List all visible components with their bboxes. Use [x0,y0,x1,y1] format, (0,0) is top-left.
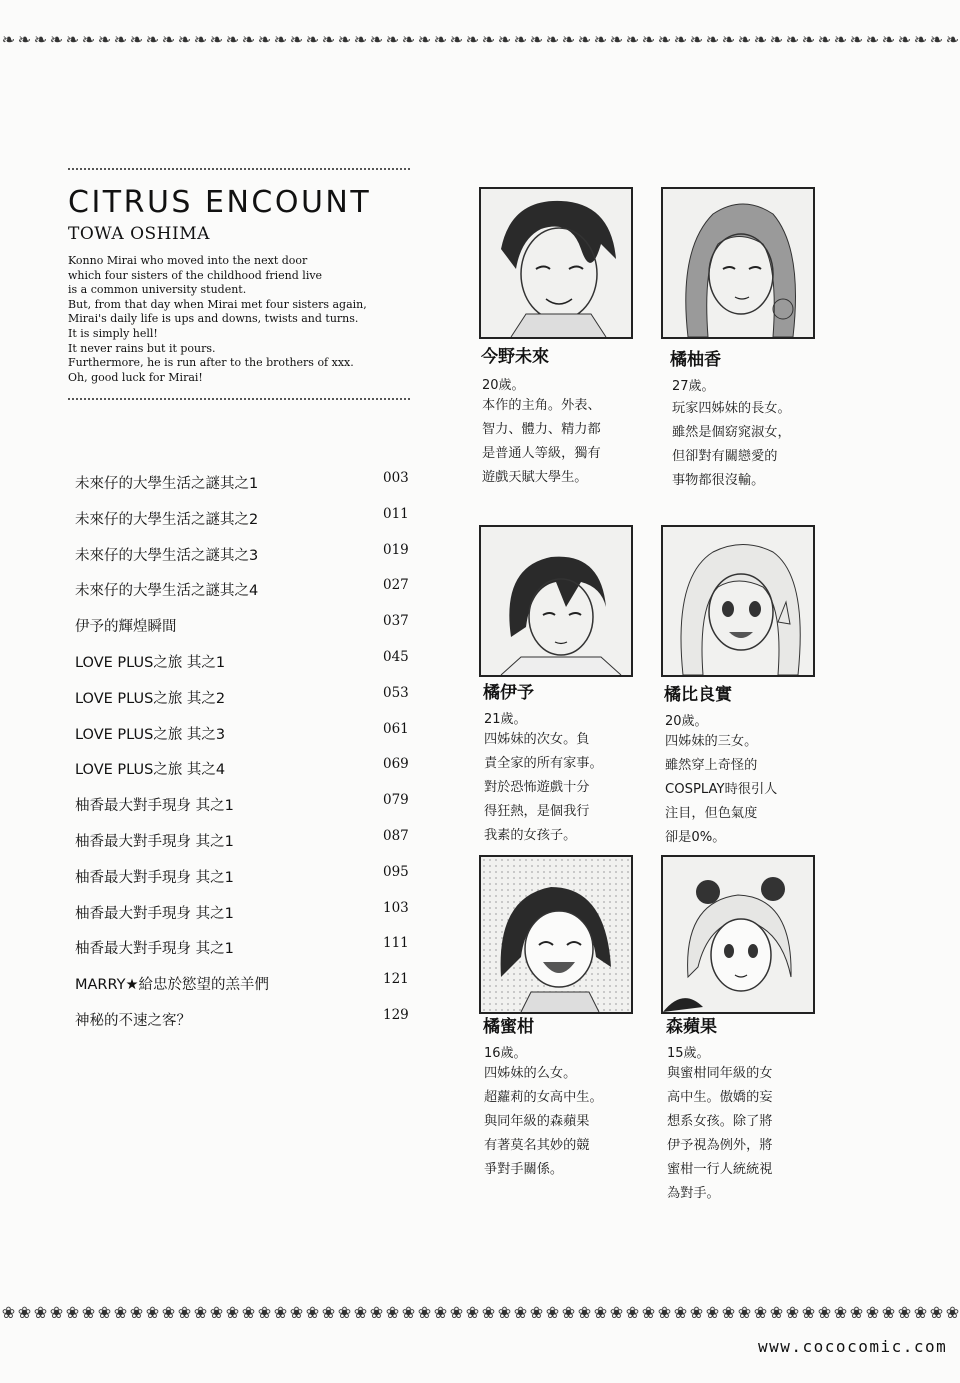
character-name: 今野未來 [481,347,549,367]
ornament-glyph: ❧ [465,30,479,49]
toc-entry[interactable] [75,575,415,611]
bottom-decorative-border [0,1303,960,1327]
character-age: 21歲。 [484,712,527,727]
portrait-konno-mirai [479,187,633,339]
ornament-glyph: ❧ [305,30,319,49]
toc-entry[interactable] [75,933,415,969]
toc-title: 柚香最大對手現身 其之1 [75,869,234,886]
toc-entry[interactable] [75,969,415,1005]
ornament-glyph: ❀ [625,1303,639,1322]
ornament-glyph: ❧ [817,30,831,49]
ornament-glyph: ❀ [897,1303,911,1322]
ornament-glyph: ❀ [929,1303,943,1322]
ornament-glyph: ❧ [241,30,255,49]
description-line: 玩家四姊妹的長女。 [672,401,791,416]
ornament-glyph: ❀ [481,1303,495,1322]
ornament-glyph: ❀ [641,1303,655,1322]
ornament-glyph: ❧ [225,30,239,49]
ornament-glyph: ❧ [417,30,431,49]
ornament-glyph: ❧ [881,30,895,49]
character-name: 森蘋果 [666,1017,717,1037]
description-line: 我素的女孩子。 [484,828,577,843]
description-line: 智力、體力、精力都 [482,422,601,437]
synopsis-line: Oh, good luck for Mirai! [68,370,203,384]
ornament-glyph: ❧ [49,30,63,49]
toc-page: 121 [383,971,409,988]
character-description [484,1062,603,1182]
character-age: 27歲。 [672,379,715,394]
toc-page: 027 [383,577,409,594]
table-of-contents [75,468,415,1041]
toc-entry[interactable] [75,754,415,790]
description-line: 雖然是個窈窕淑女， [672,425,791,440]
ornament-glyph: ❧ [705,30,719,49]
ornament-glyph: ❧ [769,30,783,49]
ornament-glyph: ❧ [849,30,863,49]
toc-title: LOVE PLUS之旅 其之3 [75,726,226,743]
ornament-glyph: ❀ [433,1303,447,1322]
ornament-glyph: ❧ [481,30,495,49]
synopsis-line: is a common university student. [68,283,247,297]
description-line: 事物都很沒輸。 [672,473,765,488]
description-line: 四姊妹的么女。 [484,1066,577,1081]
ornament-glyph: ❀ [881,1303,895,1322]
ornament-glyph: ❧ [929,30,943,49]
ornament-glyph: ❧ [97,30,111,49]
ornament-glyph: ❀ [305,1303,319,1322]
toc-entry[interactable] [75,611,415,647]
ornament-glyph: ❀ [737,1303,751,1322]
portrait-tachibana-hirami [661,525,815,677]
ornament-glyph: ❧ [865,30,879,49]
ornament-glyph: ❀ [257,1303,271,1322]
toc-title: 未來仔的大學生活之謎其之1 [75,476,259,492]
ornament-glyph: ❧ [385,30,399,49]
description-line: 超蘿莉的女高中生。 [484,1090,603,1105]
description-line: 對於恐怖遊戲十分 [484,780,590,795]
toc-title: 柚香最大對手現身 其之1 [75,941,234,958]
toc-title: LOVE PLUS之旅 其之2 [75,690,226,707]
ornament-glyph: ❧ [449,30,463,49]
toc-title: 未來仔的大學生活之謎其之3 [75,547,259,564]
description-line: 爭對手關係。 [484,1162,564,1177]
ornament-glyph: ❀ [705,1303,719,1322]
synopsis-line: Konno Mirai who moved into the next door [68,254,308,267]
toc-page: 061 [383,720,409,737]
ornament-glyph: ❀ [865,1303,879,1322]
ornament-glyph: ❧ [337,30,351,49]
portrait-mori-ringo [661,855,815,1014]
toc-entry[interactable] [75,540,415,576]
description-line: 想系女孩。除了將 [667,1114,773,1129]
ornament-glyph: ❀ [497,1303,511,1322]
toc-page: 111 [383,935,409,952]
toc-title: 柚香最大對手現身 其之1 [75,798,234,815]
ornament-glyph: ❧ [625,30,639,49]
ornament-glyph: ❀ [209,1303,223,1322]
ornament-glyph: ❧ [673,30,687,49]
ornament-glyph: ❀ [321,1303,335,1322]
ornament-glyph: ❧ [209,30,223,49]
character-age: 20歲。 [482,378,525,393]
character-description [482,394,601,490]
toc-page: 129 [383,1006,409,1023]
ornament-glyph: ❀ [449,1303,463,1322]
ornament-glyph: ❀ [849,1303,863,1322]
ornament-glyph: ❀ [177,1303,191,1322]
ornament-glyph: ❧ [33,30,47,49]
ornament-glyph: ❀ [193,1303,207,1322]
toc-page: 019 [383,541,409,558]
ornament-glyph: ❀ [337,1303,351,1322]
ornament-glyph: ❧ [17,30,31,49]
ornament-glyph: ❀ [913,1303,927,1322]
description-line: 是普通人等級，獨有 [482,446,601,461]
description-line: 有著莫名其妙的競 [484,1138,590,1153]
synopsis [68,254,413,385]
ornament-glyph: ❧ [433,30,447,49]
ornament-glyph: ❧ [657,30,671,49]
ornament-glyph: ❀ [593,1303,607,1322]
ornament-glyph: ❀ [33,1303,47,1322]
ornament-glyph: ❀ [1,1303,15,1322]
ornament-glyph: ❀ [545,1303,559,1322]
toc-page: 103 [383,899,409,916]
ornament-glyph: ❧ [593,30,607,49]
divider-bottom [68,398,410,400]
toc-title: 神秘的不速之客？ [75,1012,191,1029]
ornament-glyph: ❀ [609,1303,623,1322]
ornament-glyph: ❀ [97,1303,111,1322]
ornament-glyph: ❀ [65,1303,79,1322]
ornament-glyph: ❀ [225,1303,239,1322]
ornament-glyph: ❧ [641,30,655,49]
ornament-glyph: ❧ [497,30,511,49]
ornament-glyph: ❀ [753,1303,767,1322]
toc-entry[interactable] [75,683,415,719]
toc-entry[interactable] [75,826,415,862]
toc-title: 伊予的輝煌瞬間 [75,619,177,636]
ornament-glyph: ❀ [721,1303,735,1322]
toc-page: 045 [383,648,409,665]
ornament-glyph: ❀ [385,1303,399,1322]
ornament-glyph: ❧ [129,30,143,49]
ornament-glyph: ❀ [657,1303,671,1322]
toc-entry[interactable] [75,862,415,898]
ornament-glyph: ❀ [801,1303,815,1322]
ornament-glyph: ❀ [49,1303,63,1322]
ornament-glyph: ❧ [689,30,703,49]
toc-page: 003 [383,470,409,486]
toc-page: 079 [383,792,409,809]
synopsis-line: Mirai's daily life is ups and downs, twists and turns. [68,312,359,326]
footer-url[interactable]: www.cococomic.com [758,1337,948,1356]
character-name: 橘比良實 [664,685,732,705]
ornament-glyph: ❀ [129,1303,143,1322]
toc-entry[interactable] [75,468,415,504]
description-line: 四姊妹的次女。負 [484,732,590,747]
toc-page: 011 [383,505,409,522]
ornament-glyph: ❀ [161,1303,175,1322]
portrait-tachibana-mikan [479,855,633,1014]
ornament-glyph: ❧ [273,30,287,49]
synopsis-line: It is simply hell! [68,326,158,340]
description-line: 蜜柑一行人統統視 [667,1162,773,1177]
ornament-glyph: ❀ [817,1303,831,1322]
author-name: TOWA OSHIMA [68,224,210,244]
description-line: 與蜜柑同年級的女 [667,1066,773,1081]
description-line: COSPLAY時很引人 [665,782,778,797]
ornament-glyph: ❀ [17,1303,31,1322]
character-age: 16歲。 [484,1046,527,1061]
ornament-glyph: ❧ [257,30,271,49]
description-line: 為對手。 [667,1186,720,1201]
character-description [667,1062,773,1206]
ornament-glyph: ❧ [81,30,95,49]
description-line: 四姊妹的三女。 [665,734,758,749]
character-name: 橘伊予 [483,683,534,703]
ornament-glyph: ❀ [273,1303,287,1322]
ornament-glyph: ❀ [513,1303,527,1322]
synopsis-line: which four sisters of the childhood friend live [68,268,323,282]
ornament-glyph: ❀ [81,1303,95,1322]
ornament-glyph: ❧ [193,30,207,49]
ornament-glyph: ❧ [161,30,175,49]
ornament-glyph: ❧ [545,30,559,49]
description-line: 卻是0%。 [665,830,726,845]
ornament-glyph: ❧ [737,30,751,49]
ornament-glyph: ❀ [785,1303,799,1322]
toc-page: 087 [383,827,409,844]
ornament-glyph: ❀ [369,1303,383,1322]
ornament-glyph: ❀ [145,1303,159,1322]
divider-top [68,168,410,170]
ornament-glyph: ❧ [913,30,927,49]
ornament-glyph: ❀ [689,1303,703,1322]
toc-page: 053 [383,684,409,701]
ornament-glyph: ❧ [401,30,415,49]
toc-entry[interactable] [75,719,415,755]
character-age: 20歲。 [665,714,708,729]
ornament-glyph: ❧ [353,30,367,49]
ornament-glyph: ❧ [289,30,303,49]
description-line: 責全家的所有家事。 [484,756,603,771]
character-description [665,730,777,850]
ornament-glyph: ❀ [353,1303,367,1322]
ornament-glyph: ❀ [113,1303,127,1322]
ornament-glyph: ❧ [833,30,847,49]
ornament-glyph: ❧ [609,30,623,49]
toc-page: 069 [383,756,409,773]
portrait-tachibana-iyo [479,525,633,677]
character-age: 15歲。 [667,1046,710,1061]
ornament-glyph: ❧ [945,30,959,49]
ornament-glyph: ❧ [145,30,159,49]
description-line: 遊戲天賦大學生。 [482,470,588,485]
description-line: 注目，但色氣度 [665,806,758,821]
ornament-glyph: ❧ [897,30,911,49]
toc-page: 037 [383,613,409,630]
ornament-glyph: ❀ [561,1303,575,1322]
toc-title: 柚香最大對手現身 其之1 [75,905,234,922]
description-line: 高中生。傲嬌的妄 [667,1090,773,1105]
ornament-glyph: ❧ [529,30,543,49]
toc-entry[interactable] [75,898,415,934]
character-name: 橘蜜柑 [483,1017,534,1037]
synopsis-line: It never rains but it pours. [68,341,216,355]
ornament-glyph: ❀ [945,1303,959,1322]
toc-title: LOVE PLUS之旅 其之4 [75,762,226,779]
ornament-glyph: ❧ [321,30,335,49]
toc-entry[interactable] [75,790,415,826]
ornament-glyph: ❀ [673,1303,687,1322]
toc-title: 未來仔的大學生活之謎其之2 [75,511,259,528]
ornament-glyph: ❧ [577,30,591,49]
ornament-glyph: ❀ [769,1303,783,1322]
top-decorative-border [0,30,960,54]
portrait-tachibana-yuzuka [661,187,815,339]
toc-title: MARRY★給忠於慾望的羔羊們 [75,977,270,994]
toc-entry[interactable] [75,647,415,683]
ornament-glyph: ❀ [417,1303,431,1322]
toc-entry[interactable] [75,1005,415,1041]
character-name: 橘柚香 [670,350,721,370]
ornament-glyph: ❀ [401,1303,415,1322]
toc-page: 095 [383,863,409,880]
description-line: 伊予視為例外，將 [667,1138,773,1153]
ornament-glyph: ❧ [801,30,815,49]
description-line: 但卻對有關戀愛的 [672,449,778,464]
description-line: 與同年級的森蘋果 [484,1114,590,1129]
character-description [484,728,603,848]
ornament-glyph: ❧ [785,30,799,49]
description-line: 雖然穿上奇怪的 [665,758,758,773]
ornament-glyph: ❧ [721,30,735,49]
ornament-glyph: ❧ [561,30,575,49]
ornament-glyph: ❧ [369,30,383,49]
toc-title: LOVE PLUS之旅 其之1 [75,654,226,671]
description-line: 本作的主角。外表、 [482,398,601,413]
ornament-glyph: ❀ [465,1303,479,1322]
description-line: 得狂熱，是個我行 [484,804,590,819]
ornament-glyph: ❧ [113,30,127,49]
ornament-glyph: ❧ [65,30,79,49]
ornament-glyph: ❧ [753,30,767,49]
synopsis-line: Furthermore, he is run after to the brothers of xxx. [68,356,354,370]
character-description [672,397,791,493]
ornament-glyph: ❧ [1,30,15,49]
ornament-glyph: ❧ [177,30,191,49]
toc-title: 柚香最大對手現身 其之1 [75,833,234,850]
toc-title: 未來仔的大學生活之謎其之4 [75,583,259,600]
synopsis-line: But, from that day when Mirai met four sisters again, [68,297,367,311]
book-title: CITRUS ENCOUNT [68,185,372,220]
ornament-glyph: ❀ [529,1303,543,1322]
ornament-glyph: ❀ [833,1303,847,1322]
ornament-glyph: ❧ [513,30,527,49]
ornament-glyph: ❀ [289,1303,303,1322]
toc-entry[interactable] [75,504,415,540]
ornament-glyph: ❀ [577,1303,591,1322]
ornament-glyph: ❀ [241,1303,255,1322]
